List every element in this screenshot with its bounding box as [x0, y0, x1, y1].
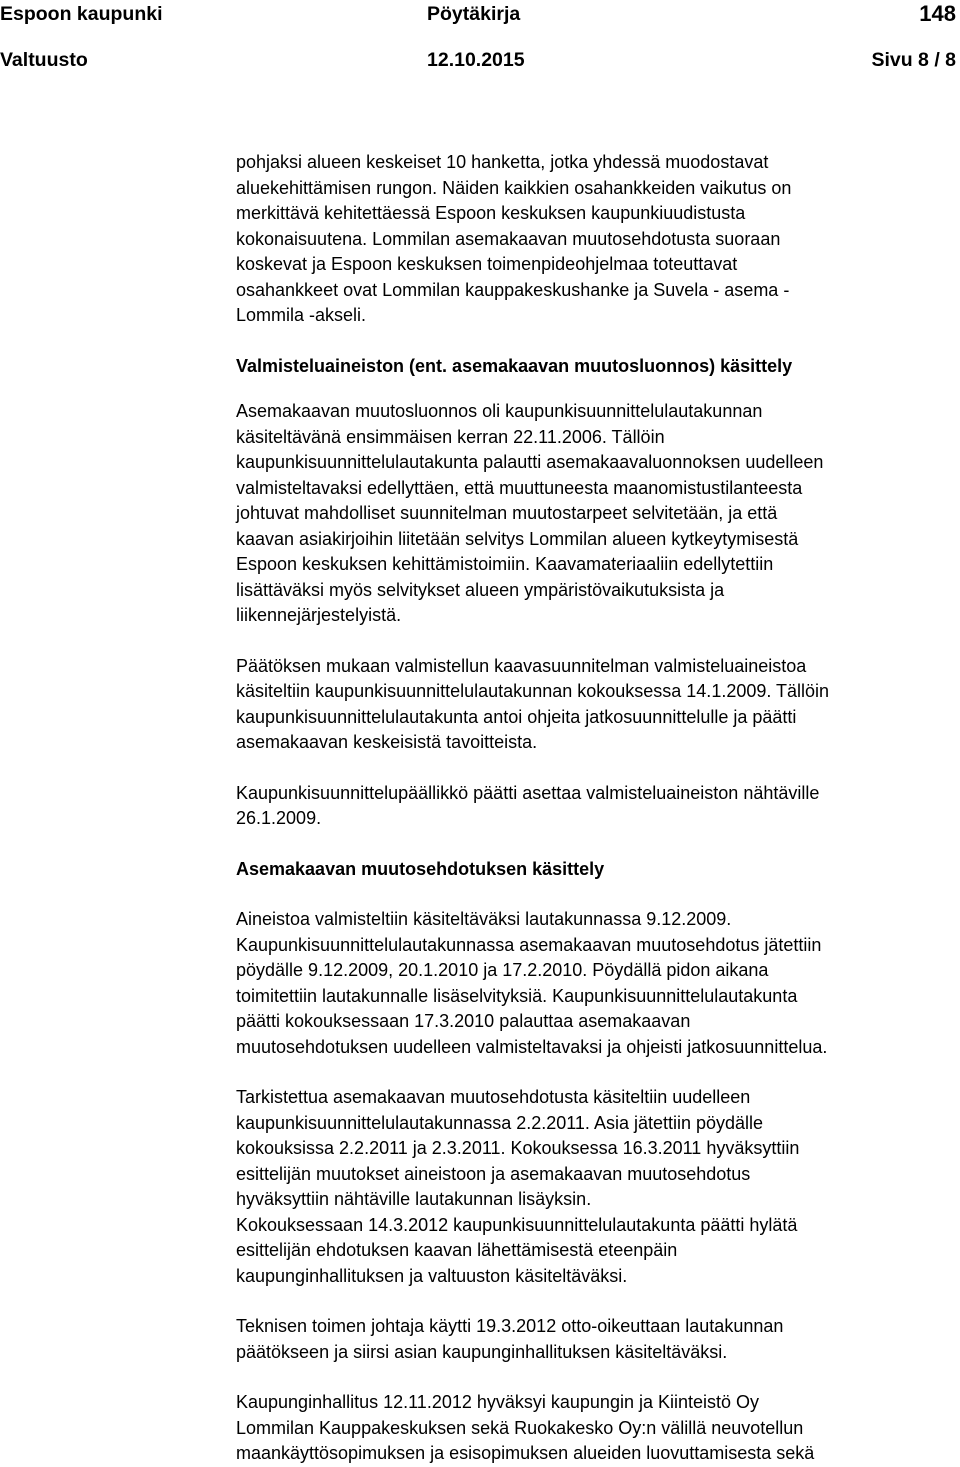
text-line: valmisteltavaksi edellyttäen, että muuttuneesta maanomistustilanteesta	[236, 477, 803, 498]
paragraph	[236, 1085, 960, 1289]
text-line: Lommila -akseli.	[236, 305, 367, 325]
text-line: kokouksissa 2.2.2011 ja 2.3.2011. Kokouksessa 16.3.2011 hyväksyttiin	[236, 1138, 800, 1158]
text-line: pohjaksi alueen keskeiset 10 hanketta, jotka yhdessä muodostavat	[236, 152, 769, 172]
paragraph	[236, 781, 960, 832]
text-line: muutosehdotuksen uudelleen valmisteltavaksi ja ohjeisti jatkosuunnittelua.	[236, 1036, 828, 1057]
text-line: lisättäväksi myös selvitykset alueen ympäristövaikutuksista ja	[236, 579, 725, 600]
header-row-top	[0, 0, 960, 28]
text-line: aluekehittämisen rungon. Näiden kaikkien osahankkeiden vaikutus on	[236, 177, 792, 198]
paragraph-gap	[236, 379, 960, 399]
paragraph	[236, 654, 960, 756]
text-line: Kokouksessaan 14.3.2012 kaupunkisuunnittelulautakunta päätti hylätä	[236, 1214, 798, 1235]
document-type: Pöytäkirja	[427, 3, 521, 25]
page-header	[0, 0, 960, 80]
paragraph-gap	[236, 629, 960, 654]
text-line: koskevat ja Espoon keskuksen toimenpideohjelmaa toteuttavat	[236, 254, 738, 274]
text-line: Asemakaavan muutosluonnos oli kaupunkisuunnittelulautakunnan	[236, 401, 763, 421]
text-line: kaupunkisuunnittelulautakunnassa 2.2.2011. Asia jätettiin pöydälle	[236, 1112, 764, 1133]
text-line: Tarkistettua asemakaavan muutosehdotusta käsiteltiin uudelleen	[236, 1087, 751, 1107]
meeting-body: Valtuusto	[0, 49, 88, 71]
text-line: Kaupunkisuunnittelulautakunnassa asemakaavan muutosehdotus jätettiin	[236, 934, 822, 955]
document-number: 148	[919, 1, 956, 26]
text-line: käsiteltiin kaupunkisuunnittelulautakunnan kokouksessa 14.1.2009. Tällöin	[236, 681, 830, 701]
text-line: Päätöksen mukaan valmistellun kaavasuunnitelman valmisteluaineistoa	[236, 655, 807, 676]
text-line: päätti kokouksessaan 17.3.2010 palauttaa asemakaavan	[236, 1011, 691, 1031]
text-line: johtuvat mahdolliset suunnitelman muutostarpeet selvitetään, ja että	[236, 503, 778, 523]
text-line: Espoon keskuksen kehittämistoimiin. Kaavamateriaaliin edellytettiin	[236, 554, 774, 574]
text-line: esittelijän muutokset aineistoon ja asemakaavan muutosehdotus	[236, 1163, 751, 1184]
text-line: käsiteltävänä ensimmäisen kerran 22.11.2006. Tällöin	[236, 426, 665, 447]
paragraph	[236, 1314, 960, 1365]
section-heading	[236, 354, 960, 380]
text-line: Lommilan Kauppakeskuksen sekä Ruokakesko Oy:n välillä neuvotellun	[236, 1417, 804, 1438]
header-row-bottom	[0, 46, 960, 74]
section-heading	[236, 857, 960, 883]
text-line: maankäyttösopimuksen ja esisopimuksen alueiden luovuttamisesta sekä	[236, 1443, 815, 1463]
text-line: kokonaisuutena. Lommilan asemakaavan muutosehdotusta suoraan	[236, 228, 781, 249]
text-line: liikennejärjestelyistä.	[236, 605, 402, 625]
paragraph	[236, 150, 960, 329]
paragraph-gap	[236, 756, 960, 781]
text-line: Teknisen toimen johtaja käytti 19.3.2012 otto-oikeuttaan lautakunnan	[236, 1316, 784, 1336]
text-line: Kaupunkisuunnittelupäällikkö päätti asettaa valmisteluaineiston nähtäville	[236, 782, 820, 803]
text-line: kaupunginhallituksen ja valtuuston käsiteltäväksi.	[236, 1265, 628, 1286]
text-line: kaupunkisuunnittelulautakunta palautti asemakaavaluonnoksen uudelleen	[236, 452, 824, 472]
paragraph-gap	[236, 832, 960, 857]
org-name: Espoon kaupunki	[0, 3, 163, 25]
text-line: toimitettiin lautakunnalle lisäselvityksiä. Kaupunkisuunnittelulautakunta	[236, 985, 798, 1006]
text-line: Asemakaavan muutosehdotuksen käsittely	[236, 858, 605, 879]
paragraph-gap	[236, 1060, 960, 1085]
page-indicator: Sivu 8 / 8	[871, 49, 956, 71]
text-line: esittelijän ehdotuksen kaavan lähettämisestä eteenpäin	[236, 1240, 678, 1260]
text-line: Aineistoa valmisteltiin käsiteltäväksi lautakunnassa 9.12.2009.	[236, 909, 732, 929]
text-line: Kaupunginhallitus 12.11.2012 hyväksyi kaupungin ja Kiinteistö Oy	[236, 1392, 760, 1412]
paragraph-gap	[236, 1365, 960, 1390]
text-line: asemakaavan keskeisistä tavoitteista.	[236, 732, 538, 752]
text-line: merkittävä kehitettäessä Espoon keskuksen kaupunkiuudistusta	[236, 203, 746, 223]
paragraph	[236, 1390, 960, 1467]
text-line: Valmisteluaineiston (ent. asemakaavan muutosluonnos) käsittely	[236, 355, 793, 376]
document-body	[236, 150, 960, 1467]
text-line: kaupunkisuunnittelulautakunta antoi ohjeita jatkosuunnittelulle ja päätti	[236, 706, 797, 727]
paragraph-gap	[236, 882, 960, 907]
paragraph	[236, 399, 960, 629]
meeting-date: 12.10.2015	[427, 49, 525, 71]
paragraph	[236, 907, 960, 1060]
paragraph-gap	[236, 329, 960, 354]
text-line: kaavan asiakirjoihin liitetään selvitys Lommilan alueen kytkeytymisestä	[236, 528, 799, 549]
text-line: pöydälle 9.12.2009, 20.1.2010 ja 17.2.2010. Pöydällä pidon aikana	[236, 960, 769, 980]
text-line: osahankkeet ovat Lommilan kauppakeskushanke ja Suvela - asema -	[236, 279, 790, 300]
text-line: 26.1.2009.	[236, 808, 322, 828]
paragraph-gap	[236, 1289, 960, 1314]
text-line: hyväksyttiin nähtäville lautakunnan lisäyksin.	[236, 1189, 592, 1209]
text-line: päätökseen ja siirsi asian kaupunginhallituksen käsiteltäväksi.	[236, 1341, 728, 1362]
